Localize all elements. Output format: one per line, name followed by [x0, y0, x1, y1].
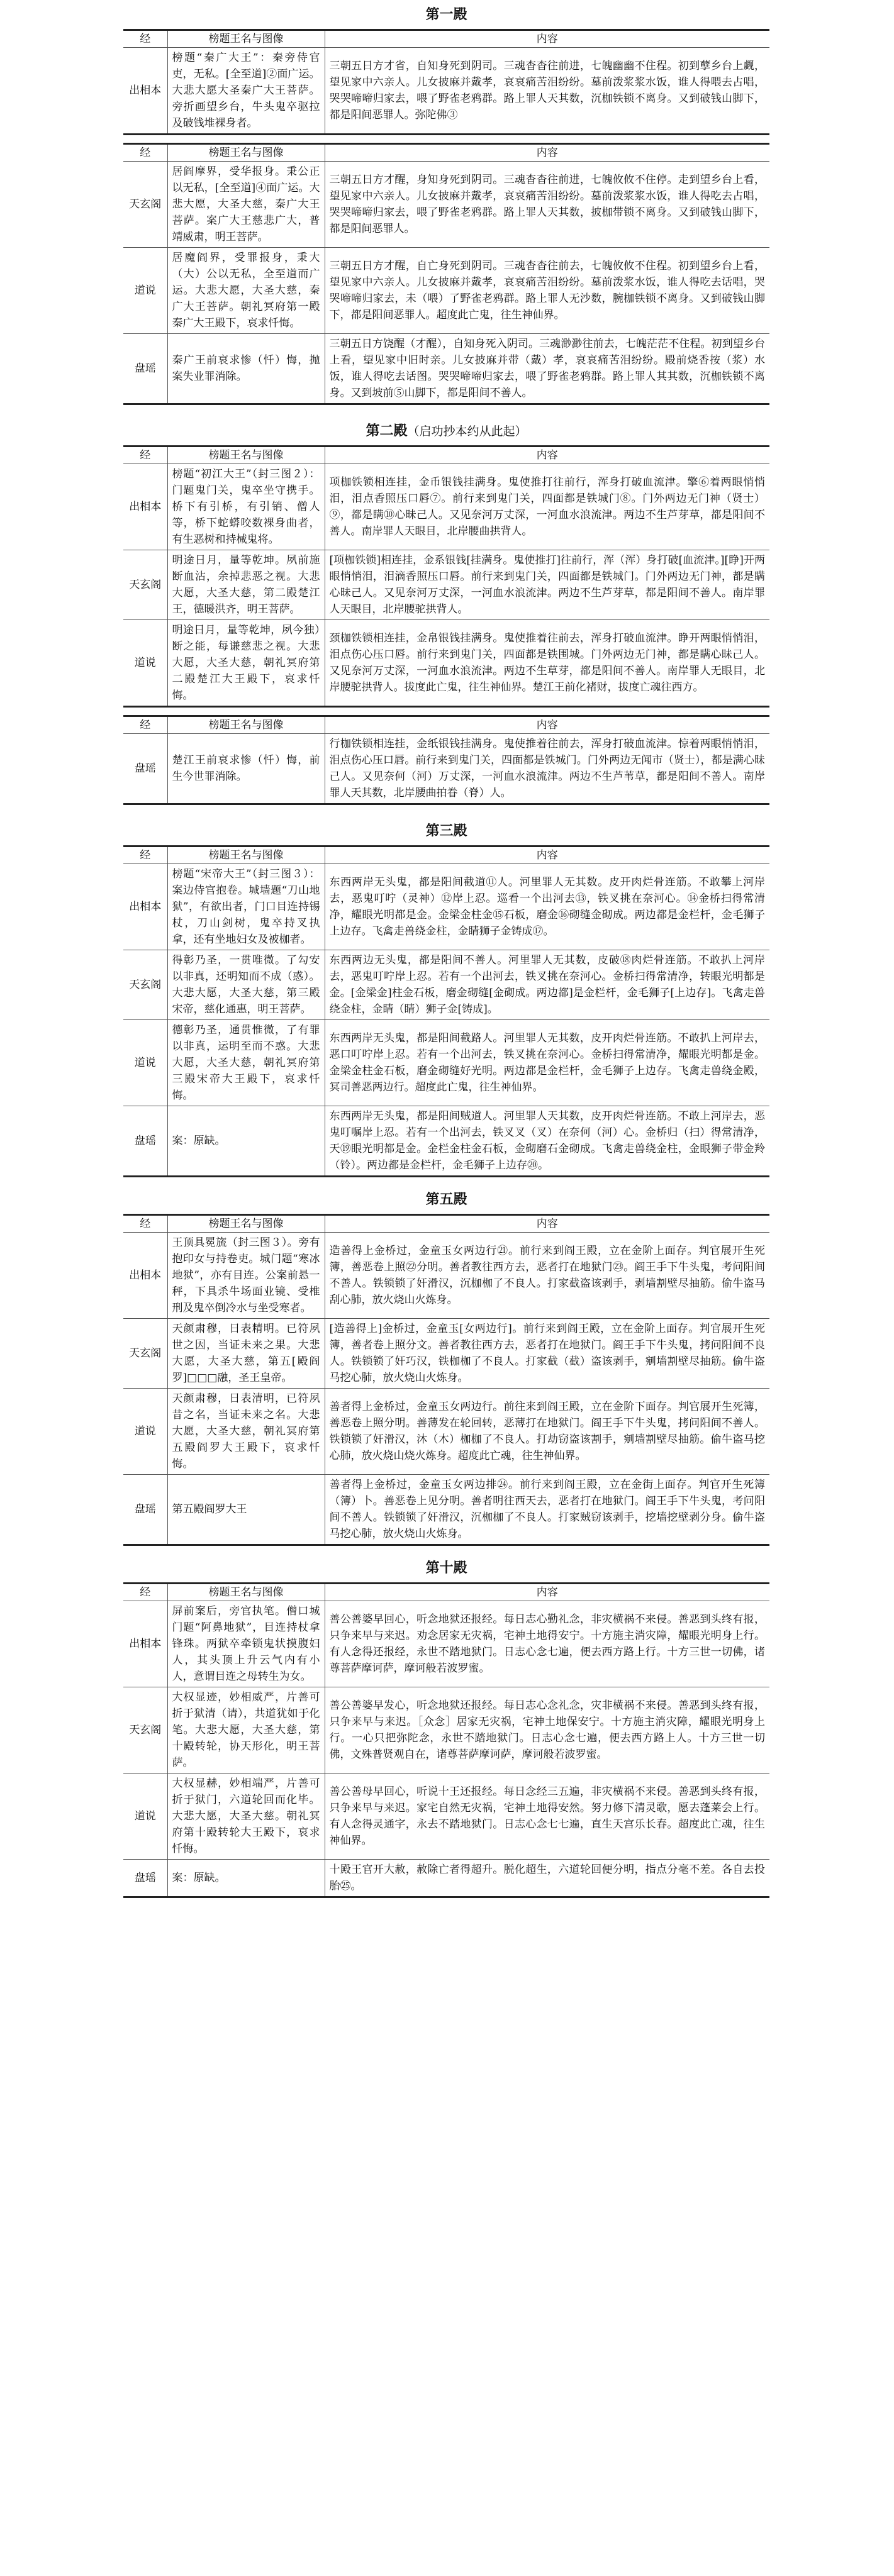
header-title: 榜题王名与图像: [167, 447, 325, 464]
edition-cell: 天玄阁: [123, 162, 167, 248]
content-cell: 东西两边无头鬼，都是阳间不善人。河里罪人无其数，皮破⑱肉烂骨连筋。不敢扒上河岸去，恶鬼叮咛岸上忍。若有一个出河去，铁叉挑在奈河心。金桥扫得常清净，转眼光明都是金。[金梁金]柱金石板，磨金砌缝[金砌成。两边都]是金栏杆，金毛狮子[上边存]。飞禽走兽绕金柱，金睛（睛）狮子金[铸成]。: [325, 950, 769, 1020]
table-spacer: [123, 135, 769, 143]
table-row: [123, 950, 769, 1020]
edition-cell: 盘瑶: [123, 334, 167, 404]
table-row: [123, 1687, 769, 1774]
title-cell: 居魔阎界，受罪报身，秉大（大）公以无私，全至道而广运。大悲大愿，大圣大慈，秦广大王菩萨。朝礼冥府第一殿秦广大王殿下，哀求忏悔。: [167, 248, 325, 334]
section-3: [0, 816, 894, 1185]
content-cell: 三朝五日方才醒，身知身死到阴司。三魂杳杳往前进，七魄攸攸不住停。走到望乡台上看，望见家中六亲人。儿女披麻并戴孝，哀哀痛苦泪纷纷。墓前泼浆浆水饭，谁人得吃去占唱，哭哭啼啼归家去，喂了野雀老鸦群。路上罪人天其数，披枷带锁不离身。又到破钱山脚下，都是阳间恶罪人。: [325, 162, 769, 248]
section-title: [123, 0, 769, 29]
content-cell: 善者得上金桥过，金童玉女两边排㉔。前行来到阎王殿，立在金街上面存。判官开生死簿（簿）卜。善恶卷上见分明。善者明往西天去，恶者打在地狱门。阎王手下牛头鬼，考问阳间不善人。铁锁锁了奸滑汉，沉枷枷了不良人。打家贼窃该剥手，挖墙挖壁剥分身。偷牛盗马挖心肺，放火烧山火炼身。: [325, 1475, 769, 1545]
content-cell: 东西两岸无头鬼，都是阳间截道⑪人。河里罪人无其数。皮开肉烂骨连筋。不敢攀上河岸去，恶鬼叮咛（灵神）⑫岸上忍。巡看一个出河去⑬，铁叉挑在奈河心。⑭金桥扫得常清净，耀眼光明都是金。金梁金柱金⑮石板，磨金⑯砌缝金砌成。两边都是金栏杆，金毛狮子上边存。飞禽走兽绕金柱，金睛狮子金铸成⑰。: [325, 864, 769, 950]
section-title: [123, 416, 769, 445]
section-spacer: [123, 405, 769, 416]
header-edition: 经: [123, 447, 167, 464]
content-cell: [造善得上]金桥过，金童玉[女两边行]。前行来到阎王殿，立在金阶上面存。判官展开生死簿，善者卷上照分文。善者教往西方去，恶者打在地狱门。阎王手下牛头鬼，拷问阳间不良人。铁锁锁了奸巧汉，铁枷枷了不良人。打家截（截）盗该剥手，剜墙割壁尽抽筋。偷牛盗马挖心肺，放火烧山火炼身。: [325, 1319, 769, 1389]
table-row: [123, 734, 769, 804]
header-content: 内容: [325, 144, 769, 162]
header-content: 内容: [325, 447, 769, 464]
header-content: 内容: [325, 30, 769, 48]
section-2: [0, 416, 894, 816]
title-cell: 大权显赫，妙相端严，片善可折于狱门，六道轮回而化毕。大悲大愿，大圣大慈。朝礼冥府第十殿转轮大王殿下，哀求忏悔。: [167, 1774, 325, 1860]
edition-cell: 盘瑶: [123, 734, 167, 804]
title-cell: 天颜肃穆，日表精明。已符夙世之因，当证未来之果。大悲大愿，大圣大慈，第五[殿阎罗]□□□融，圣王皇帝。: [167, 1319, 325, 1389]
table-row: [123, 1020, 769, 1106]
content-cell: [项枷铁锁]相连挂，金系银钱[挂满身。鬼使推打]往前行，浑（浑）身打破[血流津。][睁]开两眼悄悄泪，泪滴香照压口唇。前行来到鬼门关，四面都是铁城门。门外两边无门神，都是瞒心昧己人。又见奈河万丈深，一河血水浪流津。两边不生芦芽草，都是阳间不善人。南岸罪人天眼目，北岸腰驼拱背人。: [325, 550, 769, 620]
title-cell: 德彰乃圣，通贯惟微，了有罪以非真，运明至而不惑。大悲大愿，大圣大慈，朝礼冥府第三殿宋帝大王殿下，哀求忏悔。: [167, 1020, 325, 1106]
section-spacer: [123, 1546, 769, 1553]
header-title: 榜题王名与图像: [167, 847, 325, 864]
edition-cell: 出相本: [123, 1601, 167, 1687]
table-row: [123, 1601, 769, 1687]
title-cell: 明途日月，量等乾坤。夙前施断血沾，余掉悲恶之视。大悲大愿，大圣大慈，第二殿楚江王，德暖洪齐，明王菩萨。: [167, 550, 325, 620]
content-cell: 善公善婆早发心，听念地狱还报经。每日志心念礼念，灾非横祸不来侵。善恶到头终有报，只争来早与来迟。［众念］居家无灾祸，宅神土地保安宁。十方施主消灾障，耀眼光明身上行。一心只把弥陀念，永世不踏地狱门。日志心念七遍，便去西方路上人。十方三世一切佛，文殊普贤观自在，诸尊菩萨摩诃萨，摩诃般若波罗蜜。: [325, 1687, 769, 1774]
table-header-row: [123, 447, 769, 464]
title-cell: 第五殿阎罗大王: [167, 1475, 325, 1545]
section-title-text: 第三殿: [425, 823, 467, 839]
edition-cell: 天玄阁: [123, 1319, 167, 1389]
content-cell: 造善得上金桥过，金童玉女两边行㉑。前行来到阎王殿，立在金阶上面存。判官展开生死簿，善恶卷上照㉒分明。善者教往西方去，恶者打在地狱门㉓。阎王手下牛头鬼，考问阳间不善人。铁锁锁了奸滑汉，沉枷枷了不良人。打家截盗该剥手，剥墙割壁尽抽筋。偷牛盗马刮心肺，放火烧山火炼身。: [325, 1233, 769, 1319]
header-content: 内容: [325, 1215, 769, 1233]
table-row: [123, 1106, 769, 1177]
section-4: [0, 1185, 894, 1553]
title-cell: 大权显迹，妙相威严，片善可折于狱清（请），共道犹如于化笔。大悲大愿，大圣大慈，第十殿转轮，协天形化，明王菩萨。: [167, 1687, 325, 1774]
table-row: [123, 48, 769, 135]
title-cell: 案：原缺。: [167, 1106, 325, 1177]
comparison-table: [123, 29, 769, 135]
table-row: [123, 1774, 769, 1860]
edition-cell: 天玄阁: [123, 1687, 167, 1774]
section-title: [123, 1553, 769, 1582]
title-cell: 居阎摩界，受华报身。秉公正以无私，[全至道]④面广运。大悲大愿，大圣大慈，秦广大王菩萨。案广大王慈悲广大，普靖威肃，明王菩萨。: [167, 162, 325, 248]
content-cell: 善公善母早回心，听说十王还报经。每日念经三五遍，非灾横祸不来侵。善恶到头终有报，只争来早与来迟。家宅自然无灾祸，宅神土地得安然。努力修下清灵歌，愿去蓬莱会上行。有人念得灵通字，永去不踏地狱门。日志心念七七遍，直生天宫乐长春。超度此亡魂，往生神仙界。: [325, 1774, 769, 1860]
content-cell: 东西两岸无头鬼，都是阳间贼道人。河里罪人天其数，皮开肉烂骨连筋。不敢上河岸去，恶鬼叮嘱岸上忍。若有一个出河去，铁叉叉（叉）在奈何（河）心。金桥归（扫）得常清净，天⑲眼光明都是金。金栏金柱金石板，金砌磨石金砌成。飞禽走兽绕金柱，金眼狮子带金羚（铃）。两边都是金栏杆，金毛狮子上边存⑳。: [325, 1106, 769, 1177]
content-cell: 善公善婆早回心，听念地狱还报经。每日志心勤礼念，非灾横祸不来侵。善恶到头终有报，只争来早与来迟。劝念居家无灾祸，宅神土地得安宁。十方施主消灾障，耀眼光明身上行。有人念得还报经，永世不踏地狱门。日志心念七遍，便去西方路上行。十方三世一切佛，诸尊菩萨摩诃萨，摩诃般若波罗蜜。: [325, 1601, 769, 1687]
section-title: [123, 816, 769, 845]
content-cell: 三朝五日方饶醒（才醒），自知身死入阴司。三魂渺渺往前去，七魄茫茫不住程。初到望乡台上看，望见家中旧时亲。儿女披麻并带（戴）孝，哀哀痛苦泪纷纷。殿前烧香按（浆）水饭，谁人得吃去话图。哭哭啼啼归家去，喂了野雀老鸦群。路上罪人其其数，沉枷铁锁不离身。又到坡前⑤山脚下，都是阳间不善人。: [325, 334, 769, 404]
edition-cell: 出相本: [123, 1233, 167, 1319]
table-row: [123, 334, 769, 404]
section-title-text: 第十殿: [425, 1560, 467, 1576]
edition-cell: 盘瑶: [123, 1860, 167, 1897]
title-cell: 榜题“秦广大王”：秦旁侍官吏，无私。[全至道]②面广运。大悲大愿大圣秦广大王菩萨。旁折画望乡台，牛头鬼卒驱拉及破钱堆裸身者。: [167, 48, 325, 135]
header-content: 内容: [325, 716, 769, 734]
edition-cell: 出相本: [123, 864, 167, 950]
table-header-row: [123, 716, 769, 734]
table-header-row: [123, 1215, 769, 1233]
title-cell: 得彰乃圣，一贯唯微。了勾安以非真，还明知而不成（惑）。大悲大愿，大圣大慈，第三殿宋帝，慈化通惠，明王菩萨。: [167, 950, 325, 1020]
table-row: [123, 1475, 769, 1545]
content-cell: 颈枷铁锁相连挂，金帛银钱挂满身。鬼使推着往前去，浑身打破血流津。睁开两眼悄悄泪，泪点伤心压口唇。前行来到鬼门关，四面都是铁围城。门外两边无门神，都是瞒心昧己人。又见奈河万丈深，一河血水浪流津。两边不生草芽，都是阳间不善人。南岸罪人无眼目，北岸腰驼拱背人。拔度此亡鬼，往生神仙界。楚江王前化褚财，拔度亡魂往西方。: [325, 620, 769, 707]
header-content: 内容: [325, 1584, 769, 1601]
title-cell: 楚江王前哀求惨（忏）悔，前生今世罪消除。: [167, 734, 325, 804]
edition-cell: 道说: [123, 1774, 167, 1860]
header-title: 榜题王名与图像: [167, 1584, 325, 1601]
edition-cell: 天玄阁: [123, 550, 167, 620]
table-row: [123, 620, 769, 707]
edition-cell: 盘瑶: [123, 1106, 167, 1177]
section-title-text: 第五殿: [425, 1191, 467, 1208]
title-cell: 屏前案后，旁官执笔。僧口城门题“阿鼻地狱”，目连持杖拿锋珠。两狱卒牵锁鬼状摸腹妇人，其头顶上升云气内有小人，意谓目连之母转生为女。: [167, 1601, 325, 1687]
title-cell: 王顶具冕旒（封三图３）。旁有抱印女与持卷吏。城门题“寒冰地狱”，亦有目连。公案前悬一秤，下具杀牛场面业镜、受椎刑及鬼卒倒冷水与坐受寒者。: [167, 1233, 325, 1319]
table-row: [123, 162, 769, 248]
section-title-suffix: （启功抄本约从此起）: [407, 425, 527, 438]
comparison-table: [123, 1582, 769, 1898]
section-5: [0, 1553, 894, 1898]
table-header-row: [123, 847, 769, 864]
content-cell: 三朝五日方才省，自知身死到阴司。三魂杳杳往前进，七魄幽幽不住程。初到孽乡台上觑，望见家中六亲人。儿女披麻并戴孝，哀哀痛苦泪纷纷。墓前泼浆浆水饭，谁人得喂去占唱，哭哭啼啼归家去，喂了野雀老鸦群。路上罪人天其数，沉枷铁锁不离身。又到破钱山脚下，都是阳间恶罪人。弥陀佛③: [325, 48, 769, 135]
header-edition: 经: [123, 847, 167, 864]
header-edition: 经: [123, 1215, 167, 1233]
edition-cell: 出相本: [123, 48, 167, 135]
edition-cell: 道说: [123, 620, 167, 707]
title-cell: 秦广王前哀求惨（忏）悔，抛案失业罪消除。: [167, 334, 325, 404]
comparison-table: [123, 1214, 769, 1546]
content-cell: 项枷铁锁相连挂，金币银钱挂满身。鬼使推打往前行，浑身打破血流津。擎⑥着两眼悄悄泪，泪点香照压口唇⑦。前行来到鬼门关，四面都是铁城门⑧。门外两边无门神（贤士）⑨，都是瞒⑩心昧己人。又见奈河万丈深，一河血水浪流津。两边不生芦芽草，都是阳间不善人。南岸罪人天眼目，北岸腰曲拱背人。: [325, 464, 769, 550]
content-cell: 十殿王官开大赦，赦除亡者得超升。脱化超生，六道轮回便分明，指点分毫不差。各自去投胎㉕。: [325, 1860, 769, 1897]
edition-cell: 道说: [123, 1020, 167, 1106]
table-row: [123, 1860, 769, 1897]
table-row: [123, 550, 769, 620]
header-edition: 经: [123, 716, 167, 734]
table-spacer: [123, 708, 769, 715]
section-title-text: 第二殿: [366, 423, 408, 439]
title-cell: 榜题“初江大王”（封三图２）：门题鬼门关，鬼卒坐守携手。桥下有引桥，有引销、僧人等，桥下蛇蟒咬数裸身曲者，有生恶树和持械鬼将。: [167, 464, 325, 550]
comparison-table: [123, 845, 769, 1177]
header-title: 榜题王名与图像: [167, 144, 325, 162]
table-row: [123, 864, 769, 950]
table-header-row: [123, 1584, 769, 1601]
comparison-table: [123, 445, 769, 708]
header-edition: 经: [123, 144, 167, 162]
header-title: 榜题王名与图像: [167, 716, 325, 734]
table-row: [123, 1319, 769, 1389]
header-edition: 经: [123, 30, 167, 48]
content-cell: 三朝五日方才醒，自亡身死到阴司。三魂杳杳往前去，七魄攸攸不住程。初到望乡台上看，望见家中六亲人。儿女披麻并戴孝，哀哀痛苦泪纷纷。墓前泼浆水饭，谁人得吃去话唱，哭哭啼啼归家去，未（喂）了野雀老鸦群。路上罪人无沙数，腕枷铁锁不离身。又到破钱山脚下，都是阳间恶罪人。超度此亡鬼，往生神仙界。: [325, 248, 769, 334]
section-1: [0, 0, 894, 416]
title-cell: 明途日月，量等乾坤，夙今独）断之能，每谦慈悲之视。大悲大愿，大圣大慈，朝礼冥府第二殿楚江大王殿下，哀求忏悔。: [167, 620, 325, 707]
edition-cell: 天玄阁: [123, 950, 167, 1020]
comparison-table: [123, 143, 769, 405]
section-title-text: 第一殿: [425, 6, 467, 23]
comparison-table: [123, 715, 769, 805]
content-cell: 行枷铁锁相连挂，金纸银钱挂满身。鬼使推着往前去，浑身打破血流津。惊着两眼悄悄泪，泪点伤心压口唇。前行来到鬼门关，四面都是铁城门。门外两边无闻市（贤士），都是满心昧己人。又见奈何（河）万丈深，一河血水浪流津。两边不生芦苇草，都是阳间不善人。南岸罪人天其数，北岸腰曲拍眷（脊）人。: [325, 734, 769, 804]
edition-cell: 道说: [123, 248, 167, 334]
content-cell: 善者得上金桥过，金童玉女两边行。前往来到阎王殿，立在金阶下面存。判官展开生死簿，善恶卷上照分明。善薄发在轮回转，恶薄打在地狱门。阎王手下牛头鬼，拷问阳间不善人。铁锁锁了奸滑汉，沐（木）枷枷了不良人。打劫窃盗该割手，剜墙割壁尽抽筋。偷牛盗马挖心肺，放火烧山烧火炼身。超度此亡魂，往生神仙界。: [325, 1389, 769, 1475]
table-row: [123, 248, 769, 334]
header-content: 内容: [325, 847, 769, 864]
title-cell: 天颜肃穆，日表清明，已符夙昔之名，当证未来之名。大悲大愿，大圣大慈，朝礼冥府第五殿阎罗大王殿下，哀求忏悔。: [167, 1389, 325, 1475]
edition-cell: 道说: [123, 1389, 167, 1475]
section-spacer: [123, 1177, 769, 1185]
section-title: [123, 1185, 769, 1214]
table-row: [123, 464, 769, 550]
title-cell: 榜题“宋帝大王”（封三图３）：案边侍官抱卷。城墙题“刀山地狱”，有欲出者，门口目连持锡杖，刀山剑树，鬼卒持叉执拿，还有坐地妇女及被枷者。: [167, 864, 325, 950]
header-edition: 经: [123, 1584, 167, 1601]
table-header-row: [123, 144, 769, 162]
edition-cell: 出相本: [123, 464, 167, 550]
table-row: [123, 1389, 769, 1475]
table-header-row: [123, 30, 769, 48]
table-row: [123, 1233, 769, 1319]
header-title: 榜题王名与图像: [167, 1215, 325, 1233]
header-title: 榜题王名与图像: [167, 30, 325, 48]
title-cell: 案：原缺。: [167, 1860, 325, 1897]
edition-cell: 盘瑶: [123, 1475, 167, 1545]
section-spacer: [123, 805, 769, 816]
content-cell: 东西两岸无头鬼，都是阳间截路人。河里罪人无其数，皮开肉烂骨连筋。不敢扒上河岸去，恶口叮咛岸上忍。若有一个出河去，铁叉挑在奈河心。金桥扫得常清净，耀眼光明都是金。金梁金柱金石板，磨金砌缝好光明。两边都是金栏杆，金毛狮子上边存。飞禽走兽绕金殿，冥司善恶两边行。超度此亡鬼，往生神仙界。: [325, 1020, 769, 1106]
